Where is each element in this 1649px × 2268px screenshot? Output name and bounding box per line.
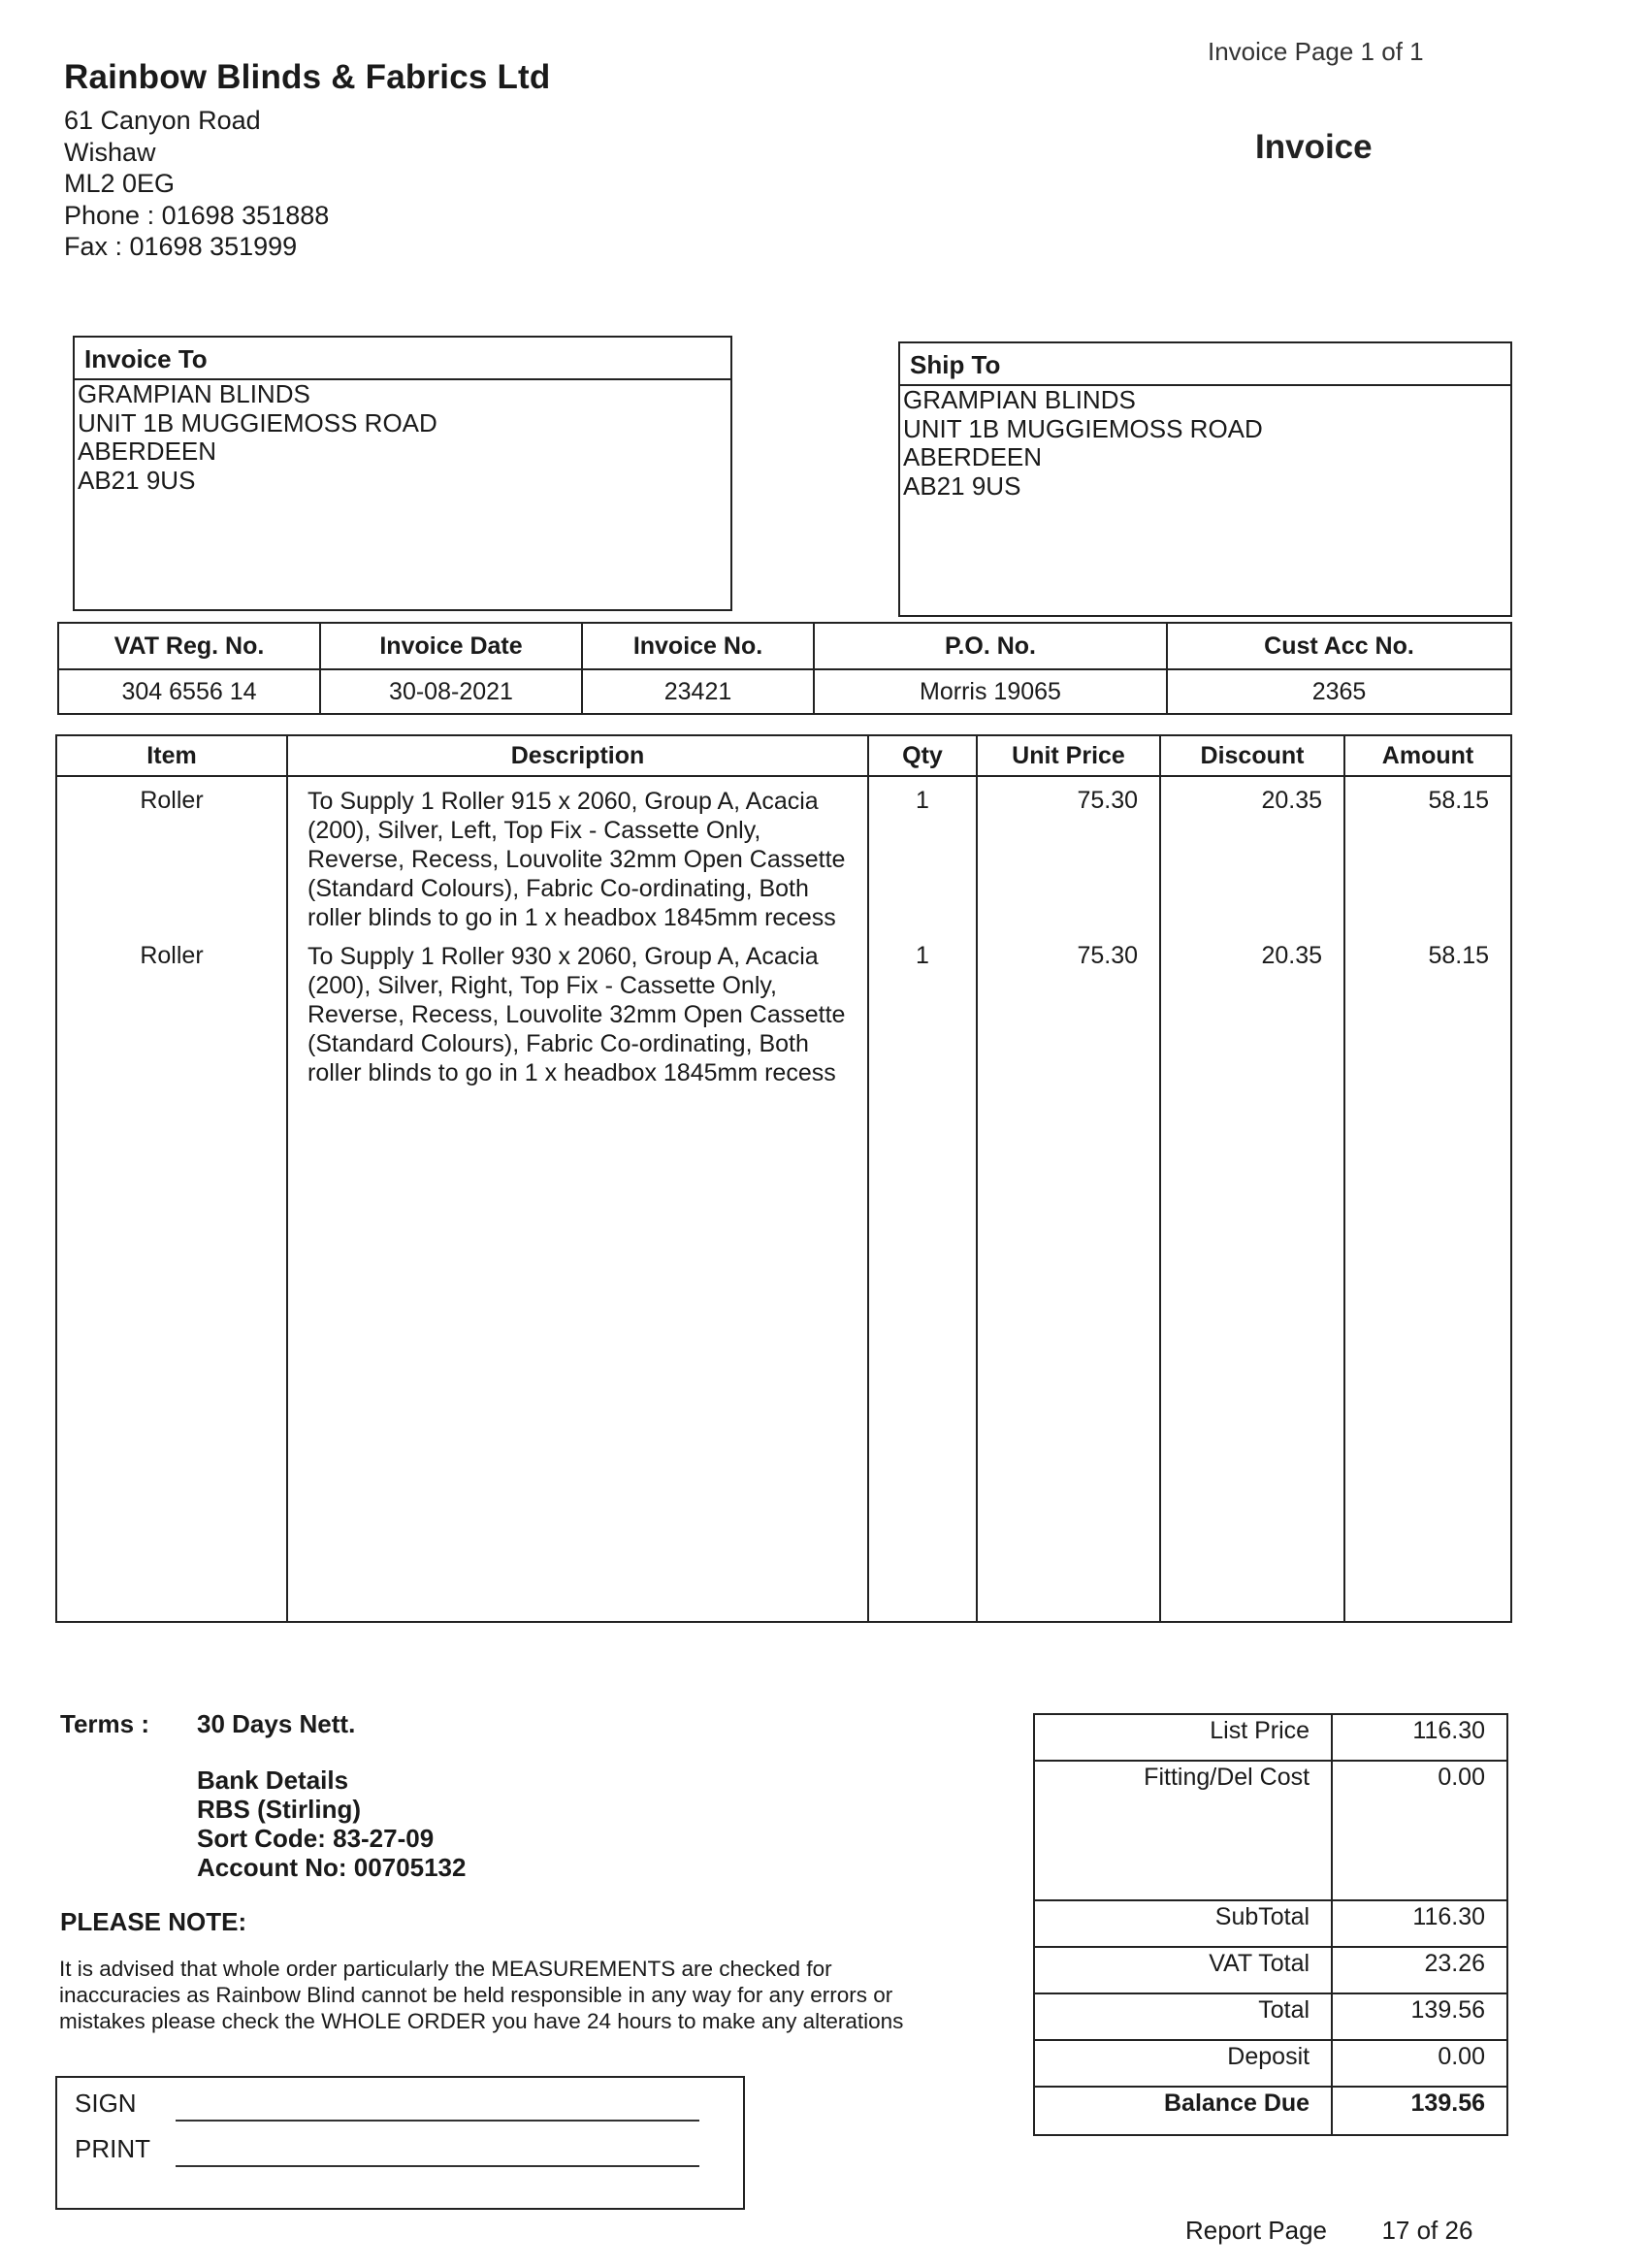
ref-vat-reg-no: 304 6556 14 bbox=[58, 669, 320, 714]
item-description: To Supply 1 Roller 915 x 2060, Group A, Acacia (200), Silver, Left, Top Fix - Cassette Only, Reverse, Recess, Louvolite 32mm Open Cassette (Standard Colours), Fabric Co-ordinating, Both roller blinds to go in 1 x headbox 1845mm recess bbox=[287, 776, 868, 932]
company-phone: Phone : 01698 351888 bbox=[64, 200, 330, 230]
document-title: Invoice bbox=[1255, 128, 1373, 166]
item-unit-price: 75.30 bbox=[977, 776, 1160, 932]
note-line: inaccuracies as Rainbow Blind cannot be held responsible in any way for any errors or bbox=[59, 1983, 893, 2007]
fitting-cost-value: 0.00 bbox=[1332, 1761, 1507, 1900]
items-header-unit-price: Unit Price bbox=[977, 735, 1160, 776]
totals-row bbox=[1034, 2040, 1507, 2087]
deposit-value: 0.00 bbox=[1332, 2040, 1507, 2087]
deposit-label: Deposit bbox=[1034, 2040, 1332, 2087]
item-qty: 1 bbox=[868, 776, 977, 932]
fitting-cost-label: Fitting/Del Cost bbox=[1034, 1761, 1332, 1900]
list-price-label: List Price bbox=[1034, 1714, 1332, 1761]
totals-row bbox=[1034, 1947, 1507, 1993]
address-line: AB21 9US bbox=[903, 470, 1021, 501]
company-name: Rainbow Blinds & Fabrics Ltd bbox=[64, 58, 551, 96]
item-description: To Supply 1 Roller 930 x 2060, Group A, Acacia (200), Silver, Right, Top Fix - Cassette Only, Reverse, Recess, Louvolite 32mm Open Cassette (Standard Colours), Fabric Co-ordinating, Both roller blinds to go in 1 x headbox 1845mm recess bbox=[287, 932, 868, 1087]
sign-label: SIGN bbox=[75, 2089, 137, 2118]
subtotal-value: 116.30 bbox=[1332, 1900, 1507, 1947]
terms-label: Terms : bbox=[60, 1709, 149, 1738]
subtotal-label: SubTotal bbox=[1034, 1900, 1332, 1947]
ref-header-vat: VAT Reg. No. bbox=[58, 623, 320, 669]
invoice-to-box bbox=[73, 336, 732, 611]
table-row bbox=[56, 932, 1511, 1087]
sign-line[interactable] bbox=[176, 2120, 699, 2122]
terms-value: 30 Days Nett. bbox=[197, 1709, 356, 1738]
ref-invoice-no: 23421 bbox=[582, 669, 814, 714]
totals-table bbox=[1033, 1713, 1508, 2136]
items-header-discount: Discount bbox=[1160, 735, 1344, 776]
item-discount: 20.35 bbox=[1160, 932, 1344, 1087]
address-line: GRAMPIAN BLINDS bbox=[903, 385, 1136, 414]
ref-cust-acc-no: 2365 bbox=[1167, 669, 1511, 714]
print-label: PRINT bbox=[75, 2134, 150, 2163]
totals-row bbox=[1034, 2087, 1507, 2135]
company-address-line: ML2 0EG bbox=[64, 169, 176, 198]
items-header-qty: Qty bbox=[868, 735, 977, 776]
invoice-to-address bbox=[75, 380, 730, 495]
ref-header-invoice-no: Invoice No. bbox=[582, 623, 814, 669]
balance-due-value: 139.56 bbox=[1332, 2087, 1507, 2135]
address-line: GRAMPIAN BLINDS bbox=[78, 379, 310, 408]
bank-name: RBS (Stirling) bbox=[197, 1795, 361, 1824]
bank-heading: Bank Details bbox=[197, 1766, 349, 1795]
report-page-value: 17 of 26 bbox=[1381, 2216, 1473, 2245]
ref-po-no: Morris 19065 bbox=[814, 669, 1167, 714]
address-line: AB21 9US bbox=[78, 465, 196, 495]
vat-total-label: VAT Total bbox=[1034, 1947, 1332, 1993]
item-amount: 58.15 bbox=[1344, 932, 1511, 1087]
company-address-line: 61 Canyon Road bbox=[64, 106, 261, 135]
address-line: ABERDEEN bbox=[78, 437, 217, 466]
ship-to-title: Ship To bbox=[900, 343, 1510, 386]
item-amount: 58.15 bbox=[1344, 776, 1511, 932]
item-qty: 1 bbox=[868, 932, 977, 1087]
address-line: ABERDEEN bbox=[903, 442, 1043, 471]
company-address-line: Wishaw bbox=[64, 137, 156, 167]
sort-code: Sort Code: 83-27-09 bbox=[197, 1824, 435, 1853]
ship-to-box bbox=[898, 341, 1512, 617]
total-value: 139.56 bbox=[1332, 1993, 1507, 2040]
bank-details bbox=[197, 1766, 466, 1882]
company-fax: Fax : 01698 351999 bbox=[64, 232, 298, 261]
items-table bbox=[55, 734, 1512, 1623]
please-note-text bbox=[59, 1956, 903, 2034]
total-label: Total bbox=[1034, 1993, 1332, 2040]
ref-header-invoice-date: Invoice Date bbox=[320, 623, 582, 669]
note-line: It is advised that whole order particularly the MEASUREMENTS are checked for bbox=[59, 1957, 832, 1981]
address-line: UNIT 1B MUGGIEMOSS ROAD bbox=[78, 407, 437, 437]
totals-row bbox=[1034, 1900, 1507, 1947]
reference-table bbox=[57, 622, 1512, 715]
item-unit-price: 75.30 bbox=[977, 932, 1160, 1087]
ref-header-cust-acc: Cust Acc No. bbox=[1167, 623, 1511, 669]
signature-box bbox=[55, 2076, 745, 2210]
account-number: Account No: 00705132 bbox=[197, 1853, 467, 1882]
report-page-label: Report Page bbox=[1185, 2216, 1327, 2245]
totals-row bbox=[1034, 1761, 1507, 1900]
vat-total-value: 23.26 bbox=[1332, 1947, 1507, 1993]
totals-row bbox=[1034, 1714, 1507, 1761]
item-discount: 20.35 bbox=[1160, 776, 1344, 932]
ship-to-address bbox=[900, 386, 1510, 501]
note-line: mistakes please check the WHOLE ORDER you have 24 hours to make any alterations bbox=[59, 2009, 904, 2033]
items-header-description: Description bbox=[287, 735, 868, 776]
print-line[interactable] bbox=[176, 2165, 699, 2167]
items-header-item: Item bbox=[56, 735, 287, 776]
invoice-page-indicator: Invoice Page 1 of 1 bbox=[1208, 37, 1424, 66]
company-address bbox=[64, 105, 329, 263]
invoice-to-title: Invoice To bbox=[75, 338, 730, 380]
table-row bbox=[56, 776, 1511, 932]
please-note-heading: PLEASE NOTE: bbox=[60, 1907, 247, 1936]
item-type: Roller bbox=[56, 932, 287, 1087]
ref-invoice-date: 30-08-2021 bbox=[320, 669, 582, 714]
report-page bbox=[1185, 2216, 1472, 2246]
item-type: Roller bbox=[56, 776, 287, 932]
ref-header-po-no: P.O. No. bbox=[814, 623, 1167, 669]
items-empty-space bbox=[56, 1087, 1511, 1622]
items-header-amount: Amount bbox=[1344, 735, 1511, 776]
address-line: UNIT 1B MUGGIEMOSS ROAD bbox=[903, 413, 1263, 443]
list-price-value: 116.30 bbox=[1332, 1714, 1507, 1761]
totals-row bbox=[1034, 1993, 1507, 2040]
balance-due-label: Balance Due bbox=[1034, 2087, 1332, 2135]
